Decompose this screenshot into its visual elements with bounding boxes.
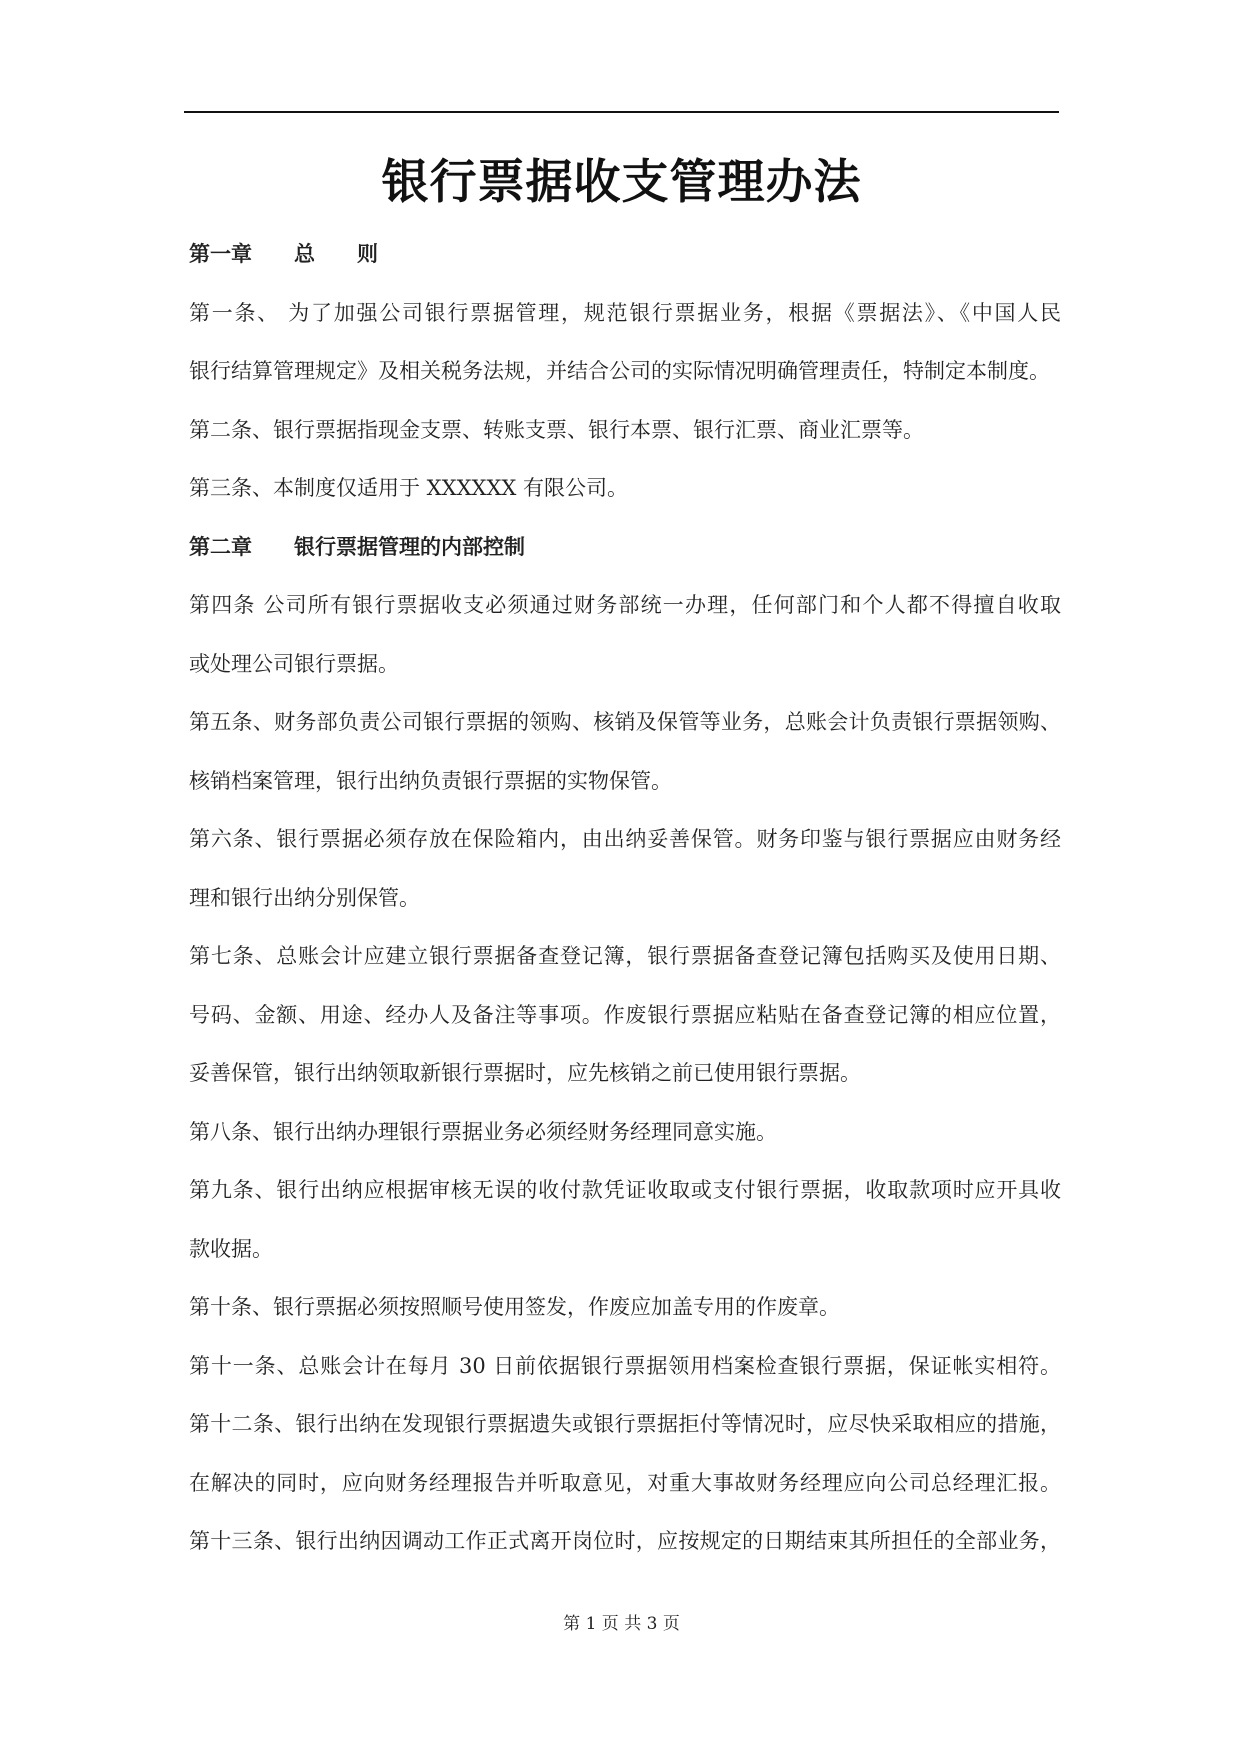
- article-line: 理和银行出纳分别保管。: [189, 885, 420, 910]
- header-rule: [184, 111, 1059, 113]
- article-line: 第三条、本制度仅适用于 XXXXXX 有限公司。: [189, 476, 629, 500]
- page-footer: 第 1 页 共 3 页: [563, 1614, 680, 1634]
- article-line: 第七条、总账会计应建立银行票据备查登记簿，银行票据备查登记簿包括购买及使用日期、: [189, 944, 1061, 968]
- article-line: 第五条、财务部负责公司银行票据的领购、核销及保管等业务，总账会计负责银行票据领购、: [189, 710, 1061, 734]
- article-line: 第十三条、银行出纳因调动工作正式离开岗位时，应按规定的日期结束其所担任的全部业务，: [189, 1529, 1061, 1553]
- article-line: 第一条、 为了加强公司银行票据管理，规范银行票据业务，根据《票据法》、《中国人民: [189, 300, 1061, 325]
- document-body: [189, 232, 1061, 1578]
- article-line: 第六条、银行票据必须存放在保险箱内，由出纳妥善保管。财务印鉴与银行票据应由财务经: [189, 827, 1061, 851]
- chapter-heading: 第一章 总 则: [189, 241, 378, 266]
- document-title: 银行票据收支管理办法: [381, 155, 862, 210]
- article-line: 第十二条、银行出纳在发现银行票据遗失或银行票据拒付等情况时，应尽快采取相应的措施，: [189, 1412, 1061, 1436]
- article-line: 第八条、银行出纳办理银行票据业务必须经财务经理同意实施。: [189, 1119, 777, 1144]
- article-line: 或处理公司银行票据。: [189, 651, 399, 676]
- chapter-heading: 第二章 银行票据管理的内部控制: [189, 533, 525, 559]
- article-line: 在解决的同时，应向财务经理报告并听取意见，对重大事故财务经理应向公司总经理汇报。: [189, 1470, 1061, 1495]
- article-line: 号码、金额、用途、经办人及备注等事项。作废银行票据应粘贴在备查登记簿的相应位置，: [189, 1002, 1061, 1027]
- article-line: 第十一条、总账会计在每月 30 日前依据银行票据领用档案检查银行票据，保证帐实相符。: [189, 1353, 1061, 1378]
- article-line: 银行结算管理规定》及相关税务法规，并结合公司的实际情况明确管理责任，特制定本制度。: [189, 359, 1050, 383]
- article-line: 第四条 公司所有银行票据收支必须通过财务部统一办理，任何部门和个人都不得擅自收取: [189, 593, 1061, 617]
- article-line: 第二条、银行票据指现金支票、转账支票、银行本票、银行汇票、商业汇票等。: [189, 417, 924, 442]
- article-line: 第十条、银行票据必须按照顺号使用签发，作废应加盖专用的作废章。: [189, 1295, 840, 1319]
- article-line: 妥善保管，银行出纳领取新银行票据时，应先核销之前已使用银行票据。: [189, 1061, 861, 1085]
- article-line: 核销档案管理，银行出纳负责银行票据的实物保管。: [189, 768, 672, 793]
- article-line: 第九条、银行出纳应根据审核无误的收付款凭证收取或支付银行票据，收取款项时应开具收: [189, 1178, 1061, 1202]
- article-line: 款收据。: [189, 1236, 273, 1261]
